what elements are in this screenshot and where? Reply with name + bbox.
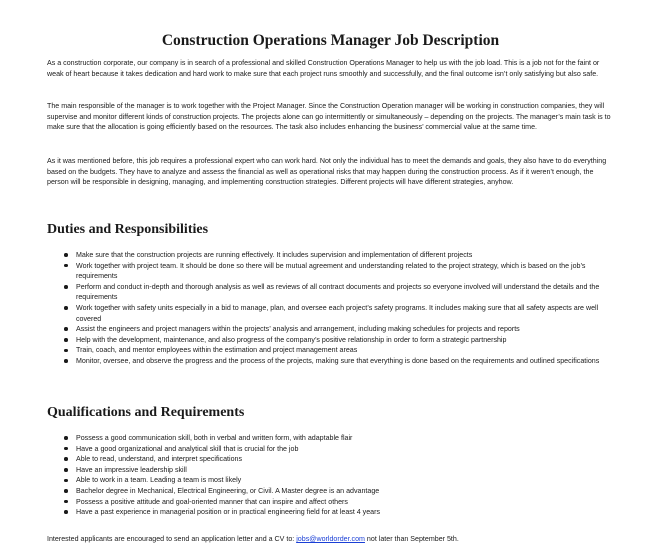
qualification-text: Have an impressive leadership skill [76,465,187,474]
bullet-icon [64,436,68,440]
bullet-icon [64,479,68,483]
duty-text: Make sure that the construction projects are running effectively. It includes supervision and implementation of different projects [76,251,473,259]
bullet-icon [64,489,68,493]
list-item [47,250,619,261]
bullet-icon [64,500,68,504]
duty-text: Train, coach, and mentor employees within the estimation and project management areas [76,346,358,355]
page-title: Construction Operations Manager Job Description [161,32,500,49]
bullet-icon [64,468,68,472]
application-deadline-text: not later than September 5th. [364,535,459,543]
duties-heading: Duties and Responsibilities [47,222,209,237]
bullet-icon [64,349,68,353]
list-item [47,324,619,335]
list-item [47,261,619,282]
qualification-text: Possess a good communication skill, both in verbal and written form, with adaptable flair [76,434,353,442]
qualification-text: Possess a positive attitude and goal-oriented manner that can inspire and affect others [76,497,348,506]
list-item [47,282,619,303]
list-item [47,465,619,476]
duty-text: Assist the engineers and project managers within the projects’ analysis and arrangement, including making schedules for projects and reports [76,325,520,334]
list-item [47,433,619,444]
bullet-icon [64,264,68,268]
list-item [47,356,619,367]
list-item [47,454,619,465]
bullet-icon [64,306,68,310]
bullet-icon [64,447,68,451]
intro-paragraph: As a construction corporate, our company is in search of a professional and skilled Construction Operations Manager to help us with the job load. This is a job not for the faint or weak of heart because it takes dedication and hard work to make sure that each project runs smoothly and successfully, and the final outcome isn’t only satisfying but also safe. [47,59,600,78]
duty-text: Perform and conduct in-depth and thorough analysis as well as reviews of all contract documents and projects so everyone involved will understand the details and the requirements [76,282,600,302]
list-item [47,345,619,356]
bullet-icon [64,510,68,514]
qualifications-list [47,433,619,518]
qualification-text: Able to work in a team. Leading a team is most likely [76,476,242,485]
duties-list [47,250,619,367]
responsibility-paragraph: The main responsible of the manager is to work together with the Project Manager. Since the Construction Operation manager will be working in construction companies, they will supervise and monitor different kinds of construction projects. The projects alone can go intermittently or simultaneously – depending on the projects. The manager’s main task is to make sure that the allocation is going efficiently based on the resources. The task also includes enhancing the business’ commercial value at the same time. [47,102,611,132]
qualification-text: Have a past experience in managerial position or in practical engineering field for at least 4 years [76,508,381,517]
bullet-icon [64,338,68,342]
list-item [47,486,619,497]
qualification-text: Have a good organizational and analytical skill that is crucial for the job [76,444,299,453]
qualifications-heading: Qualifications and Requirements [47,405,245,420]
list-item [47,303,619,324]
duty-text: Work together with safety units especially in a bid to manage, plan, and oversee each project’s safety programs. It includes making sure that all safety aspects are well covered [76,303,599,323]
bullet-icon [64,285,68,289]
list-item [47,335,619,346]
requirements-paragraph: As it was mentioned before, this job requires a professional expert who can work hard. Not only the individual has to meet the demands and goals, they also have to do everything based on the budgets. They have to analyze and assess the financial as well as operational risks that may happen during the construction process. As if it weren’t enough, the person will be responsible in designing, managing, and implementing construction strategies. Different projects will have different strategies, anyhow. [47,157,607,187]
list-item [47,497,619,508]
list-item [47,444,619,455]
duty-text: Monitor, oversee, and observe the progress and the process of the projects, making sure that everything is done based on the requirements and outlined specifications [76,356,600,365]
bullet-icon [64,253,68,257]
bullet-icon [64,327,68,331]
duty-text: Work together with project team. It should be done so there will be mutual agreement and understanding related to the project strategy, which is based on the job’s requirements [76,261,586,281]
qualification-text: Able to read, understand, and interpret specifications [76,455,243,464]
bullet-icon [64,359,68,363]
list-item [47,507,619,518]
qualification-text: Bachelor degree in Mechanical, Electrical Engineering, or Civil. A Master degree is an advantage [76,486,380,495]
list-item [47,475,619,486]
duty-text: Help with the development, maintenance, and also progress of the company’s positive relationship in order to form a strategic partnership [76,335,507,344]
email-link[interactable]: jobs@worldorder.com [296,535,365,543]
application-note-text: Interested applicants are encouraged to send an application letter and a CV to: [47,535,297,543]
bullet-icon [64,457,68,461]
application-note [47,534,647,545]
